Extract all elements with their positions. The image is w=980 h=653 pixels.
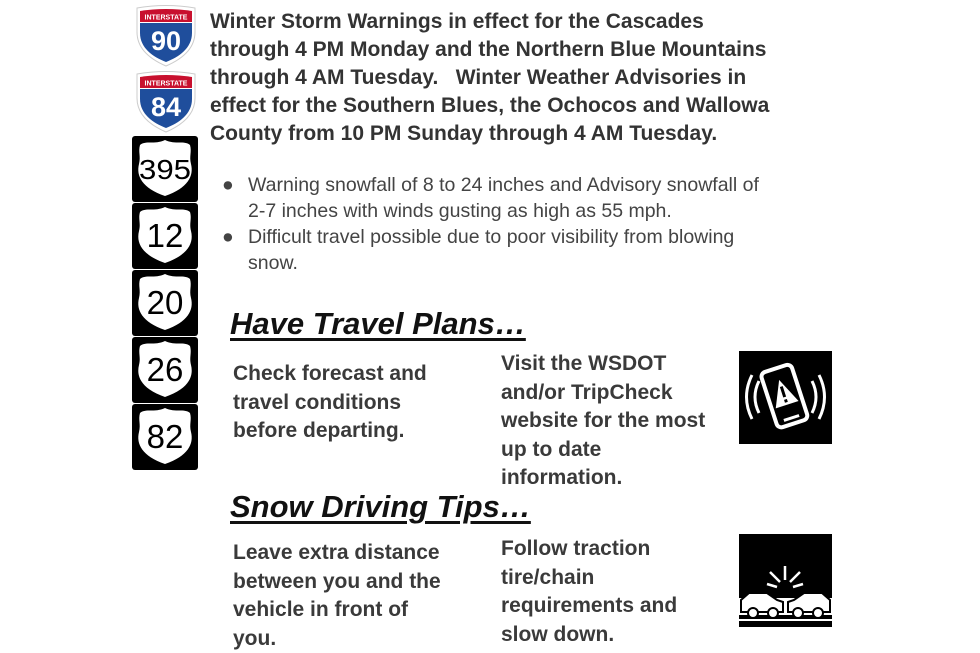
travel-tip-right [501,350,741,493]
bullet-line: 2-7 inches with winds gusting as high as 55 mph. [248,200,672,222]
us-395-shield-icon [132,136,198,202]
headline-line: County from 10 PM Sunday through 4 AM Tuesday. [210,122,718,145]
hazard-bullet-list [222,172,842,276]
snow-tip-right [501,535,731,649]
interstate-90-shield-icon [134,4,198,68]
list-item [222,224,842,276]
tip-line: tire/chain [501,565,595,589]
us-26-number: 26 [146,351,184,388]
tip-line: slow down. [501,622,615,646]
list-item [222,172,842,224]
tip-line: and/or TripCheck [501,380,673,404]
tip-line: website for the most [501,409,706,432]
tip-line: you. [233,626,277,650]
travel-tip-left [233,360,483,446]
travel-plans-heading: Have Travel Plans… [230,306,526,341]
storm-warning-headline [210,8,850,148]
snow-driving-heading: Snow Driving Tips… [230,489,531,524]
us-20-shield-icon [132,270,198,336]
tip-line: between you and the [233,569,441,593]
headline-line: effect for the Southern Blues, the Ochocos and Wallowa [210,94,770,117]
us-26-shield-icon [132,337,198,403]
us-20-number: 20 [146,284,184,321]
tip-line: up to date [501,437,602,461]
interstate-84-banner: INTERSTATE [144,80,188,88]
tip-line: Leave extra distance [233,541,440,564]
snow-tip-left [233,539,493,653]
tip-line: requirements and [501,594,678,617]
headline-line: Winter Storm Warnings in effect for the Cascades [210,10,704,33]
us-395-number: 395 [139,154,191,185]
tip-line: information. [501,466,623,489]
headline-line: through 4 PM Monday and the Northern Blue Mountains [210,38,767,61]
us-82-shield-icon [132,404,198,470]
tip-line: travel conditions [233,390,402,414]
interstate-84-shield-icon [134,70,198,134]
interstate-90-number: 90 [150,26,182,56]
bullet-line: Warning snowfall of 8 to 24 inches and Advisory snowfall of [248,174,759,196]
bullet-line: Difficult travel possible due to poor visibility from blowing [248,226,735,248]
phone-alert-icon [739,351,832,444]
us-82-number: 82 [146,418,184,455]
bullet-marker: ● [222,226,234,248]
headline-line: through 4 AM Tuesday. Winter Weather Advisories in [210,66,747,89]
tip-line: Check forecast and [233,362,427,385]
car-collision-icon [739,534,832,627]
tip-line: vehicle in front of [233,598,409,621]
interstate-84-number: 84 [150,92,182,122]
tip-line: Visit the WSDOT [501,352,667,375]
tip-line: before departing. [233,419,405,442]
bullet-marker: ● [222,174,234,196]
bullet-line: snow. [248,252,298,274]
interstate-90-banner: INTERSTATE [144,14,188,22]
us-12-number: 12 [146,217,184,254]
tip-line: Follow traction [501,537,651,560]
us-12-shield-icon [132,203,198,269]
